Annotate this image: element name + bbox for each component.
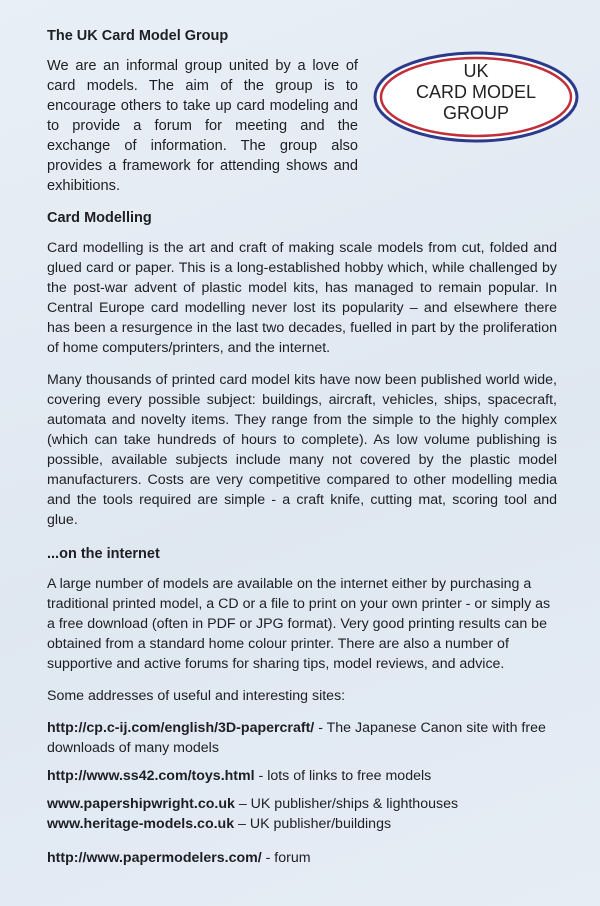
link-item — [47, 766, 557, 786]
link-description: – UK publisher/buildings — [234, 816, 392, 832]
link-url[interactable]: www.heritage-models.co.uk — [47, 816, 235, 832]
card-modelling-heading: Card Modelling — [47, 210, 152, 226]
card-modelling-paragraph-1: Card modelling is the art and craft of making scale models from cut, folded and glued card or paper. This is a long-established hobby which, while challenged by the post-war advent of plastic model kits, has managed to remain popular. In Central Europe card modelling never lost its popularity – and elsewhere there has been a resurgence in the last two decades, fuelled in part by the proliferation of home computers/printers, and the internet. — [47, 240, 557, 356]
link-item — [47, 814, 557, 834]
link-item — [47, 794, 557, 814]
page-title: The UK Card Model Group — [47, 28, 229, 44]
link-item — [47, 848, 557, 868]
intro-paragraph: We are an informal group united by a love of card models. The aim of the group is to encourage others to take up card modeling and to provide a forum for meeting and the exchange of information. The group also provides a framework for attending shows and exhibitions. — [47, 58, 358, 194]
logo-line-3: GROUP — [442, 103, 510, 123]
link-description: – UK publisher/ships & lighthouses — [234, 796, 459, 812]
card-modelling-paragraph-2: Many thousands of printed card model kits have now been published world wide, covering every possible subject: buildings, aircraft, vehicles, ships, spacecraft, automata and novelty items. They range from the simple to the highly complex (which can take hundreds of hours to complete). As low volume publishing is possible, available subjects include many not covered by the plastic model manufacturers. Costs are very competitive compared to other modelling media and the tools required are simple - a craft knife, cutting mat, scoring tool and glue. — [47, 372, 557, 528]
link-description: - The Japanese Canon site with free downloads of many models — [47, 720, 546, 756]
link-description: - forum — [261, 850, 311, 866]
link-url[interactable]: www.papershipwright.co.uk — [47, 796, 235, 812]
logo-line-1: UK — [463, 61, 489, 81]
header-section — [47, 26, 557, 196]
link-description: - lots of links to free models — [254, 768, 432, 784]
internet-heading: ...on the internet — [47, 546, 160, 562]
link-url[interactable]: http://www.ss42.com/toys.html — [47, 768, 255, 784]
internet-paragraph-2: Some addresses of useful and interesting sites: — [47, 688, 346, 704]
link-item — [47, 718, 557, 758]
link-url[interactable]: http://www.papermodelers.com/ — [47, 850, 262, 866]
link-url[interactable]: http://cp.c-ij.com/english/3D-papercraft/ — [47, 720, 315, 736]
logo-line-2: CARD MODEL — [415, 82, 537, 102]
group-logo — [372, 50, 580, 144]
internet-paragraph-1: A large number of models are available on the internet either by purchasing a traditional printed model, a CD or a file to print on your own printer - or simply as a free download (often in PDF or JPG format). Very good printing results can be obtained from a standard home colour printer. There are also a number of supportive and active forums for sharing tips, model reviews, and advice. — [47, 576, 551, 672]
